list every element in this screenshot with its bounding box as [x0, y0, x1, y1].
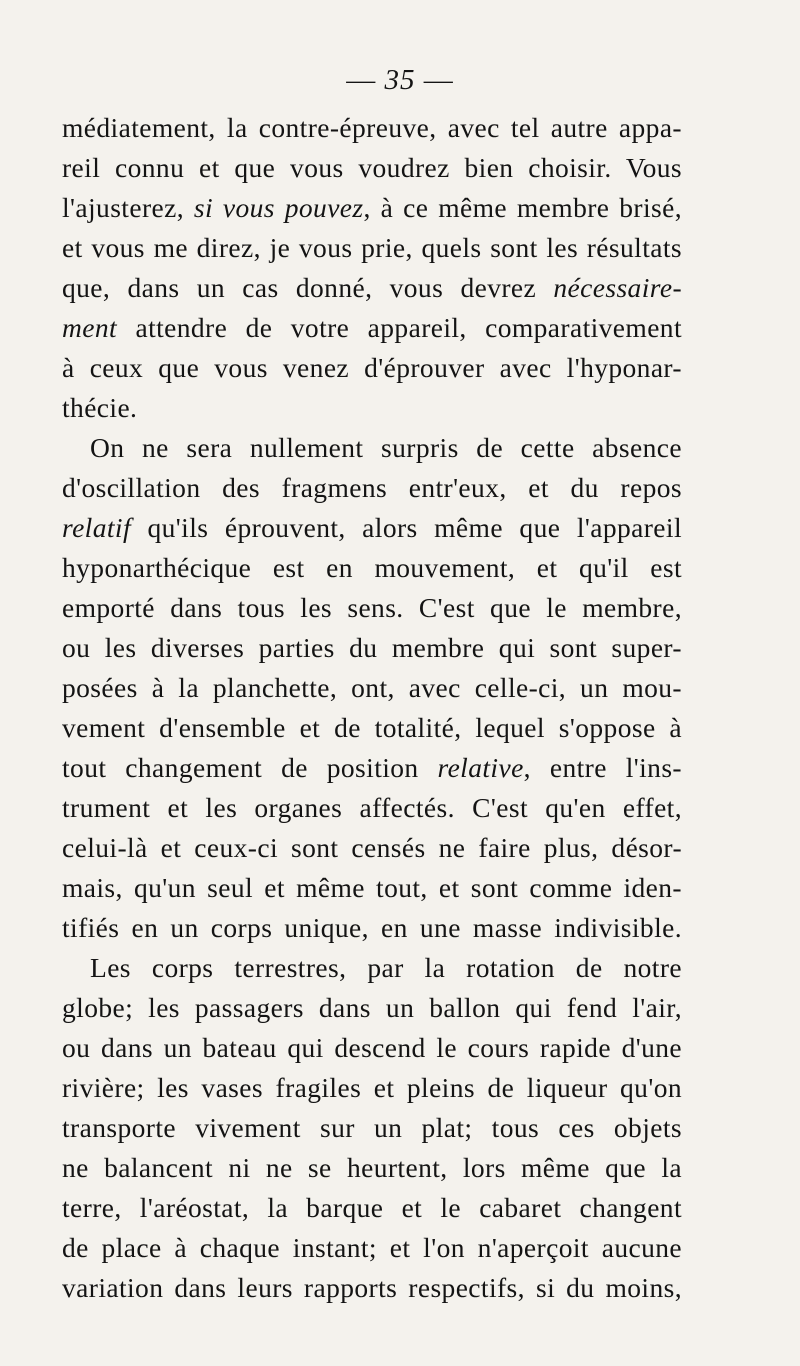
text-line — [62, 1268, 682, 1308]
text-line — [62, 268, 682, 308]
text-segment: et vous me direz, je vous prie, quels sont les résultats — [62, 232, 682, 263]
text-segment: mais, qu'un seul et même tout, et sont comme iden- — [62, 872, 682, 903]
italic-text: ment — [62, 312, 118, 343]
text-line — [62, 748, 682, 788]
text-segment: médiatement, la contre-épreuve, avec tel autre appa- — [62, 112, 682, 143]
italic-text: relative — [437, 752, 524, 783]
page-number-dash-left: — — [346, 64, 377, 96]
text-line — [62, 548, 682, 588]
text-segment: celui-là et ceux-ci sont censés ne faire plus, désor- — [62, 832, 682, 863]
text-segment: On ne sera nullement surpris de cette absence — [90, 432, 682, 463]
text-segment: transporte vivement sur un plat; tous ces objets — [62, 1112, 682, 1143]
text-segment: ou dans un bateau qui descend le cours rapide d'une — [62, 1032, 682, 1063]
page-number: 35 — [384, 64, 416, 96]
text-line — [62, 868, 682, 908]
text-line — [62, 308, 682, 348]
text-line — [62, 468, 682, 508]
text-line — [62, 1148, 682, 1188]
text-line — [62, 1068, 682, 1108]
text-line — [62, 948, 682, 988]
text-segment: posées à la planchette, ont, avec celle-ci, un mou- — [62, 672, 682, 703]
text-line — [62, 988, 682, 1028]
text-segment: d'oscillation des fragmens entr'eux, et du repos — [62, 472, 682, 503]
page-number-dash-right: — — [423, 64, 454, 96]
text-segment: attendre de votre appareil, comparativement — [117, 312, 682, 343]
text-line — [62, 908, 682, 948]
text-segment: thécie. — [62, 392, 138, 423]
text-line — [62, 1028, 682, 1068]
text-segment: ou les diverses parties du membre qui sont super- — [62, 632, 682, 663]
text-segment: emporté dans tous les sens. C'est que le membre, — [62, 592, 682, 623]
italic-text: nécessaire- — [553, 272, 682, 303]
text-line — [62, 788, 682, 828]
text-line — [62, 108, 682, 148]
text-line — [62, 1188, 682, 1228]
text-line — [62, 588, 682, 628]
text-segment: trument et les organes affectés. C'est qu'en effet, — [62, 792, 682, 823]
text-line — [62, 1228, 682, 1268]
text-segment: , à ce même membre brisé, — [363, 192, 682, 223]
italic-text: si vous pouvez — [193, 192, 364, 223]
text-segment: à ceux que vous venez d'éprouver avec l'hyponar- — [62, 352, 682, 383]
text-segment: tout changement de position — [62, 752, 438, 783]
text-segment: globe; les passagers dans un ballon qui fend l'air, — [62, 992, 682, 1023]
text-segment: rivière; les vases fragiles et pleins de liqueur qu'on — [62, 1072, 682, 1103]
body-text — [62, 108, 682, 1308]
text-line — [62, 708, 682, 748]
text-line — [62, 148, 682, 188]
text-segment: Les corps terrestres, par la rotation de notre — [90, 952, 682, 983]
text-segment: vement d'ensemble et de totalité, lequel s'oppose à — [62, 712, 682, 743]
text-line — [62, 188, 682, 228]
text-segment: que, dans un cas donné, vous devrez — [62, 272, 554, 303]
text-line — [62, 228, 682, 268]
text-segment: ne balancent ni ne se heurtent, lors même que la — [62, 1152, 682, 1183]
text-segment: qu'ils éprouvent, alors même que l'appareil — [131, 512, 682, 543]
text-segment: , entre l'ins- — [523, 752, 682, 783]
text-line — [62, 428, 682, 468]
text-line — [62, 1108, 682, 1148]
text-segment: hyponarthécique est en mouvement, et qu'il est — [62, 552, 682, 583]
text-line — [62, 628, 682, 668]
text-segment: terre, l'aréostat, la barque et le cabaret changent — [62, 1192, 682, 1223]
text-line — [62, 388, 682, 428]
text-segment: reil connu et que vous voudrez bien choisir. Vous — [62, 152, 682, 183]
text-line — [62, 828, 682, 868]
text-segment: de place à chaque instant; et l'on n'aperçoit aucune — [62, 1232, 682, 1263]
text-segment: l'ajusterez, — [62, 192, 194, 223]
text-segment: tifiés en un corps unique, en une masse indivisible. — [62, 912, 682, 943]
page-number-header — [0, 64, 800, 97]
text-line — [62, 348, 682, 388]
text-segment: variation dans leurs rapports respectifs, si du moins, — [62, 1272, 682, 1303]
italic-text: relatif — [62, 512, 131, 543]
text-line — [62, 668, 682, 708]
text-line — [62, 508, 682, 548]
